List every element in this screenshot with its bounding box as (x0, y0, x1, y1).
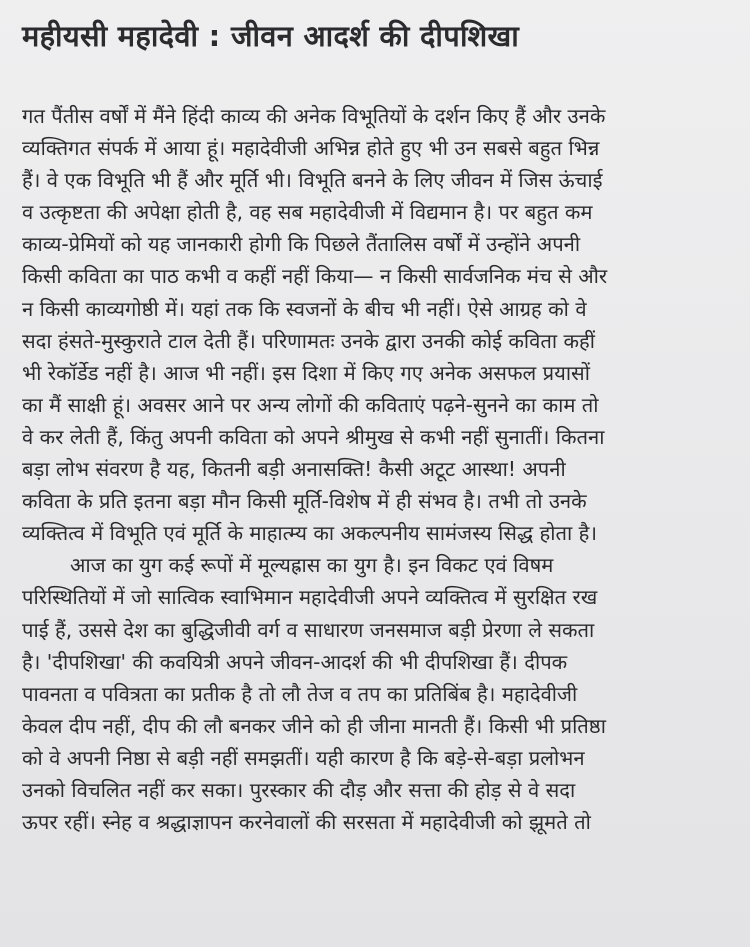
text-line: का मैं साक्षी हूं। अवसर आने पर अन्य लोगों की कविताएं पढ़ने-सुनने का काम तो (22, 392, 599, 417)
text-line: को वे अपनी निष्ठा से बड़ी नहीं समझतीं। यही कारण है कि बड़े-से-बड़ा प्रलोभन (22, 745, 585, 770)
text-line: व्यक्तिगत संपर्क में आया हूं। महादेवीजी अभिन्न होते हुए भी उन सबसे बहुत भिन्न (22, 136, 600, 161)
text-line: व उत्कृष्टता की अपेक्षा होती है, वह सब महादेवीजी में विद्यमान है। पर बहुत कम (22, 200, 593, 225)
text-line: वे कर लेती हैं, किंतु अपनी कविता को अपने श्रीमुख से कभी नहीं सुनातीं। कितना (22, 424, 605, 449)
text-line: व्यक्तित्व में विभूति एवं मूर्ति के माहात्म्य का अकल्पनीय सामंजस्य सिद्ध होता है। (22, 521, 597, 546)
text-line: पाई हैं, उससे देश का बुद्धिजीवी वर्ग व साधारण जनसमाज बड़ी प्रेरणा ले सकता (22, 617, 595, 642)
text-line: परिस्थितियों में जो सात्विक स्वाभिमान महादेवीजी अपने व्यक्तित्व में सुरक्षित रख (22, 585, 598, 610)
text-line: पावनता व पवित्रता का प्रतीक है तो लौ तेज व तप का प्रतिबिंब है। महादेवीजी (22, 681, 578, 706)
text-line: हैं। वे एक विभूति भी हैं और मूर्ति भी। विभूति बनने के लिए जीवन में जिस ऊंचाई (22, 168, 603, 193)
text-line: केवल दीप नहीं, दीप की लौ बनकर जीने को ही जीना मानती हैं। किसी भी प्रतिष्ठा (22, 713, 606, 738)
text-line: सदा हंसते-मुस्कुराते टाल देती हैं। परिणामतः उनके द्वारा उनकी कोई कविता कहीं (22, 328, 595, 353)
paragraph-start-line: आज का युग कई रूपों में मूल्यह्रास का युग है। इन विकट एवं विषम (70, 553, 554, 578)
text-line: कविता के प्रति इतना बड़ा मौन किसी मूर्ति-विशेष में ही संभव है। तभी तो उनके (22, 489, 587, 514)
text-line: गत पैंतीस वर्षों में मैंने हिंदी काव्य की अनेक विभूतियों के दर्शन किए हैं और उनके (22, 104, 606, 128)
text-line: उनको विचलित नहीं कर सका। पुरस्कार की दौड़ और सत्ता की होड़ से वे सदा (22, 777, 576, 802)
text-line: बड़ा लोभ संवरण है यह, कितनी बड़ी अनासक्ति! कैसी अटूट आस्था! अपनी (22, 457, 566, 482)
text-line: ऊपर रहीं। स्नेह व श्रद्धाज्ञापन करनेवालों की सरसता में महादेवीजी को झूमते तो (22, 810, 591, 835)
page-title: महीयसी महादेवी : जीवन आदर्श की दीपशिखा (22, 19, 520, 53)
text-line: न किसी काव्यगोष्ठी में। यहां तक कि स्वजनों के बीच भी नहीं। ऐसे आग्रह को वे (22, 296, 587, 321)
body-text (22, 100, 724, 838)
text-line: है। 'दीपशिखा' की कवयित्री अपने जीवन-आदर्श की भी दीपशिखा हैं। दीपक (22, 649, 568, 674)
text-line: काव्य-प्रेमियों को यह जानकारी होगी कि पिछले तैंतालिस वर्षों में उन्होंने अपनी (22, 232, 581, 257)
text-line: किसी कविता का पाठ कभी व कहीं नहीं किया— न किसी सार्वजनिक मंच से और (22, 264, 608, 289)
text-line: भी रेकॉर्डेड नहीं है। आज भी नहीं। इस दिशा में किए गए अनेक असफल प्रयासों (22, 360, 590, 385)
